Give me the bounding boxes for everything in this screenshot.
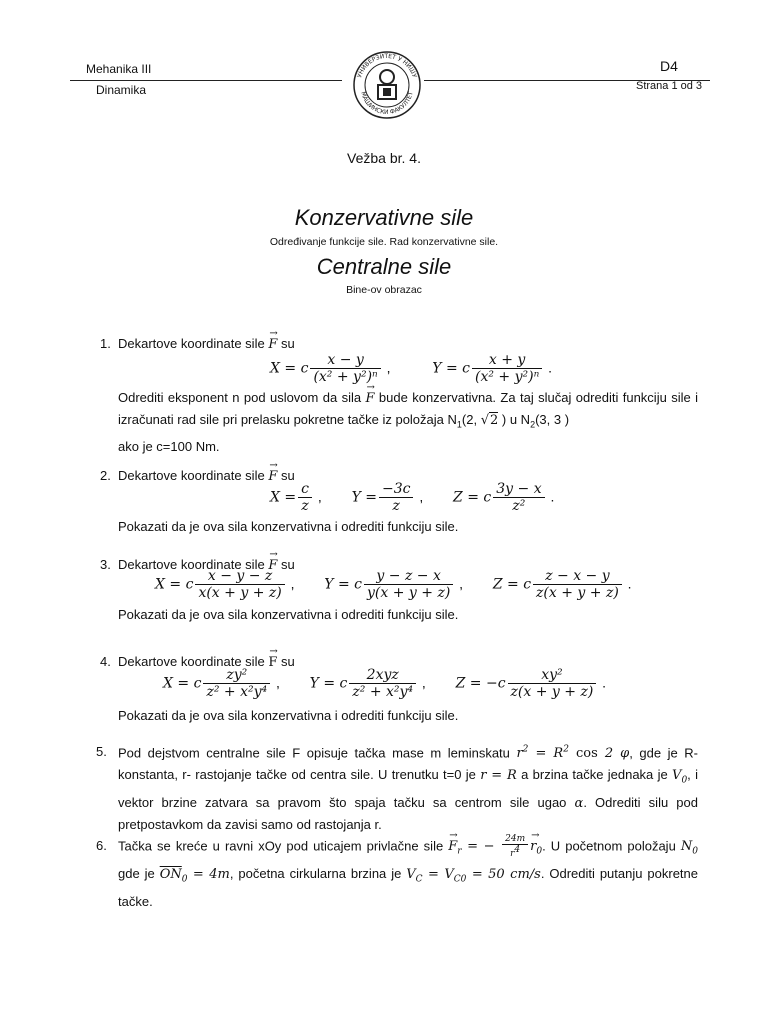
course-name: Mehanika III — [86, 62, 152, 76]
problem-5-text: Pod dejstvom centralne sile F opisuje tačka mase m leminskatu $r^2 = R^2$ cos 2 φ, gde je R-konstanta, r- rastojanje tačke od centra sile. U trenutku t=0 je r = R a brzina tačke jednaka je $V_0$, i vektor brzine zatvara sa pravom što spaja tačku sa centrom sile ugao α. Odrediti silu pod pretpostavkom da zavisi samo od rastojanja r. — [118, 745, 699, 832]
problem-4-text: Pokazati da je ova sila konzervativna i odrediti funkciju sile. — [118, 708, 459, 723]
problem-6-number: 6. — [96, 838, 107, 853]
exercise-title: Vežba br. 4. — [347, 150, 421, 166]
section-subtitle-central: Bine-ov obrazac — [346, 284, 422, 296]
force-vector-symbol: → F — [268, 334, 277, 355]
page-info: Strana 1 od 3 — [636, 80, 703, 92]
section-title-central: Centralne sile — [316, 254, 452, 279]
header-rule-left — [70, 80, 342, 81]
problem-5-number: 5. — [96, 744, 107, 759]
problem-4-intro: Dekartove koordinate sile → F su — [118, 651, 698, 673]
problem-1-text: Odrediti eksponent n pod uslovom da sila → F bude konzervativna. Za taj slučaj odrediti funkciju sile i izračunati rad sile pri prelasku pokretne tačke iz položaja $N_1(2$, √2 ) u $N_2(3$, 3 ) ako je c=100 Nm. — [118, 387, 698, 457]
svg-text:УНИВЕРЗИТЕТ У НИШУ: УНИВЕРЗИТЕТ У НИШУ — [356, 52, 418, 79]
problem-4-equations: X = c $\frac{\text{zy²}}{\text{z² + x²y⁴}}$ , Y = c $\frac{\text{2xyz}}{\text{z² + x²y⁴}}$ , Z = −c $\frac{\text{xy²}}{z(x + y + z)}$ . — [163, 667, 607, 701]
section-subtitle-conservative: Određivanje funkcije sile. Rad konzervativne sile. — [269, 236, 499, 248]
problem-2-number: 2. — [100, 468, 111, 483]
problem-1-equations: X = c $\frac{x - y}{\text{(x² + y²)ⁿ}}$ , Y = c $\frac{x + y}{\text{(x² + y²)ⁿ}}$ . — [270, 352, 553, 386]
problem-3-text: Pokazati da je ova sila konzervativna i odrediti funkciju sile. — [118, 607, 459, 622]
section-title-conservative: Konzervativne sile — [294, 205, 474, 230]
problem-2-intro: Dekartove koordinate sile → F su — [118, 465, 698, 487]
problem-4-number: 4. — [100, 654, 111, 669]
problem-1-number: 1. — [100, 336, 111, 351]
svg-text:МАШИНСКИ ФАКУЛТЕТ: МАШИНСКИ ФАКУЛТЕТ — [359, 90, 415, 117]
problem-3-equations: X = c $\frac{x - y - z}{x(x + y + z)}$ , Y = c $\frac{y - z - x}{y(x + y + z)}$ , Z = c $\frac{z - x - y}{z(x + y + z)}$ . — [155, 568, 632, 602]
problem-3-number: 3. — [100, 557, 111, 572]
problem-6-text: Tačka se kreće u ravni xOy pod uticajem privlačne sile → $F_r$ = − $\frac{24m}{r^4}$ → $r_0$. U početnom položaju $N_0$ gde je $\overline{ON}_0 = 4m$, početna cirkularna brzina je $V_C = V_{C0} = 50$ cm/s. Odrediti putanju pokretne tačke. — [118, 834, 698, 912]
problem-1-intro: Dekartove koordinate sile → F su — [118, 333, 698, 355]
problem-3-intro: Dekartove koordinate sile → F su — [118, 554, 698, 576]
subject-name: Dinamika — [96, 83, 147, 97]
problem-2-text: Pokazati da je ova sila konzervativna i odrediti funkciju sile. — [118, 519, 459, 534]
university-seal — [352, 50, 422, 120]
problem-2-equations: X = $\frac{c}{z}$ , Y = $\frac{-3c}{z}$ , Z = c $\frac{3y - x}{\text{z²}}$ . — [270, 481, 555, 515]
document-code: D4 — [660, 58, 678, 74]
